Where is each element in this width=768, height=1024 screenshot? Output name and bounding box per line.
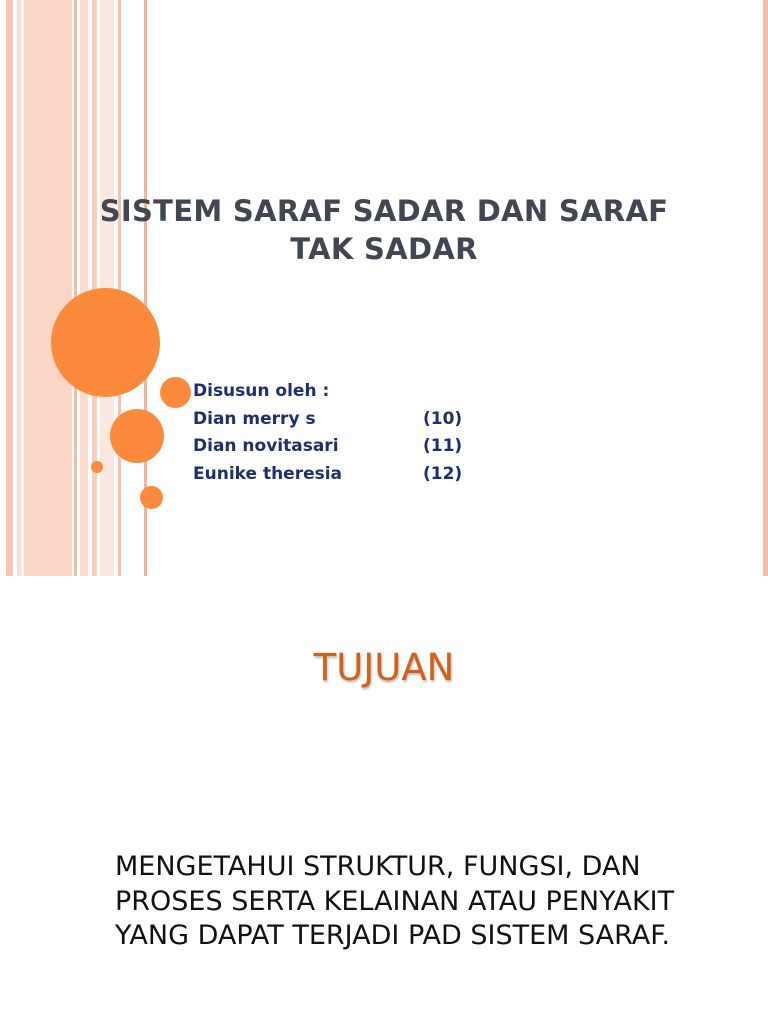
author-row [193, 406, 513, 434]
authors-block [193, 378, 513, 488]
body-line-1: MENGETAHUI STRUKTUR, FUNGSI, DAN [115, 851, 641, 882]
decor-stripe [17, 0, 21, 576]
author-number: (12) [423, 463, 463, 484]
decor-circle [140, 486, 163, 509]
body-line-3: YANG DAPAT TERJADI PAD SISTEM SARAF. [115, 920, 671, 951]
authors-heading: Disusun oleh : [193, 381, 330, 401]
author-number: (10) [423, 408, 463, 429]
decor-stripe [74, 0, 77, 576]
slide-title [60, 192, 708, 268]
slide2-title: TUJUAN [313, 646, 455, 689]
author-row [193, 433, 513, 461]
decor-stripe [80, 0, 88, 576]
decor-stripe [6, 0, 13, 576]
slide-title-line-1: SISTEM SARAF SADAR DAN SARAF [99, 194, 669, 228]
decor-stripe [118, 0, 121, 576]
slide2-body [115, 850, 735, 954]
objective-slide [0, 576, 768, 1024]
decor-circle-small [91, 461, 103, 473]
author-name: Dian novitasari [193, 436, 339, 456]
author-row [193, 461, 513, 489]
slide-title-line-2: TAK SADAR [290, 232, 478, 266]
decor-stripe [24, 0, 72, 576]
author-number: (11) [423, 436, 463, 456]
decor-stripe-right [763, 0, 768, 576]
decor-circle-large [51, 288, 160, 397]
author-name: Dian merry s [193, 408, 316, 429]
body-line-2: PROSES SERTA KELAINAN ATAU PENYAKIT [115, 885, 675, 917]
decor-circle-medium [110, 409, 164, 463]
decor-circle [160, 377, 191, 408]
author-name: Eunike theresia [193, 463, 343, 484]
